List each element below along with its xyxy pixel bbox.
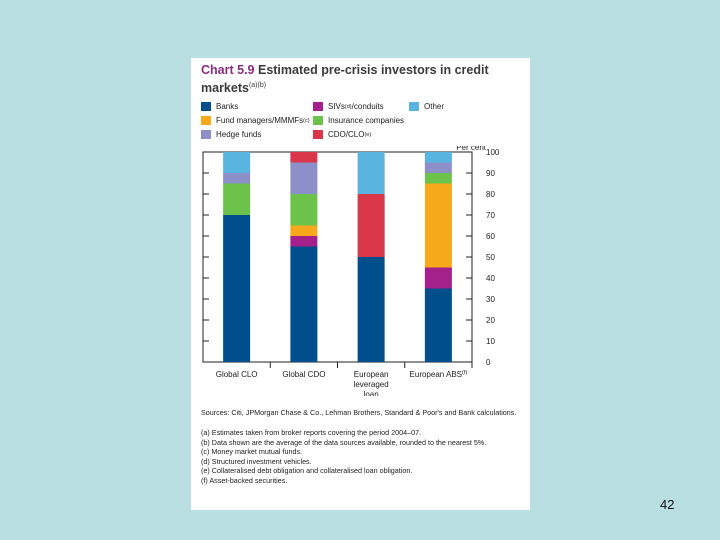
- bar-segment: [290, 194, 317, 226]
- chart-title-sup: (a)(b): [248, 82, 267, 89]
- legend-swatch: [201, 102, 211, 111]
- legend-swatch: [201, 130, 211, 139]
- x-tick-label: Global CDO: [282, 370, 326, 379]
- y-tick-label: 50: [486, 253, 495, 262]
- bar-segment: [290, 236, 317, 247]
- legend-item: [201, 116, 310, 125]
- legend-superscript: (d): [344, 103, 352, 110]
- chart-number: Chart 5.9: [201, 63, 255, 77]
- bar-segment: [425, 289, 452, 363]
- bar-segment: [425, 268, 452, 289]
- bar-segment: [358, 257, 385, 362]
- footnote: (e) Collateralised debt obligation and collateralised loan obligation.: [201, 466, 413, 475]
- y-tick-label: 70: [486, 211, 495, 220]
- y-axis-label: Per cent: [456, 146, 486, 152]
- bar-segment: [290, 163, 317, 195]
- chart-panel: [191, 58, 530, 510]
- page-number: 42: [660, 497, 675, 512]
- y-tick-label: 40: [486, 274, 495, 283]
- footnote: (d) Structured investment vehicles.: [201, 456, 312, 466]
- y-tick-label: 20: [486, 316, 495, 325]
- legend-swatch: [409, 102, 419, 111]
- bar-segment: [290, 152, 317, 163]
- bar-segment: [223, 152, 250, 173]
- legend-swatch: [313, 102, 323, 111]
- footnote: (f) Asset-backed securities.: [201, 475, 288, 485]
- legend-label: Fund managers/MMMFs: [216, 116, 304, 125]
- footnote: (a) Estimates taken from broker reports covering the period 2004–07.: [201, 428, 422, 437]
- x-tick-label: European: [353, 370, 389, 379]
- y-tick-label: 100: [486, 148, 499, 157]
- chart-legend: [201, 102, 521, 148]
- x-tick-superscript: (f): [462, 370, 468, 376]
- bar-segment: [223, 215, 250, 362]
- bar-segment: [290, 247, 317, 363]
- bar-segment: [358, 194, 385, 257]
- legend-label: Banks: [216, 102, 239, 111]
- legend-swatch: [201, 116, 211, 125]
- y-tick-label: 80: [486, 190, 495, 199]
- legend-superscript: (e): [364, 131, 372, 138]
- x-tick-label: European ABS$^{(f)}$: [409, 370, 468, 379]
- bar-segment: [223, 184, 250, 216]
- stacked-bar-chart: [199, 146, 499, 396]
- footnote: (c) Money market mutual funds.: [201, 447, 303, 456]
- bar-segment: [425, 152, 452, 163]
- chart-title: [201, 62, 521, 96]
- bar-segment: [290, 226, 317, 237]
- x-tick-label: leveraged: [353, 380, 389, 389]
- legend-swatch: [313, 130, 323, 139]
- bar-segment: [425, 184, 452, 268]
- legend-label: Hedge funds: [216, 130, 262, 139]
- bar-segment: [425, 173, 452, 184]
- footnotes: [201, 428, 526, 485]
- y-tick-label: 0: [486, 358, 491, 367]
- y-tick-label: 10: [486, 337, 495, 346]
- x-tick-label: Global CLO: [215, 370, 258, 379]
- legend-item: [201, 102, 238, 111]
- bar-segment: [223, 173, 250, 184]
- legend-item: [409, 102, 444, 111]
- legend-item: [313, 102, 384, 111]
- legend-swatch: [313, 116, 323, 125]
- legend-label-suffix: /conduits: [351, 102, 384, 111]
- legend-superscript: (c): [303, 117, 310, 124]
- y-tick-label: 60: [486, 232, 495, 241]
- legend-item: [201, 130, 261, 139]
- bar-segment: [425, 163, 452, 174]
- legend-item: [313, 116, 404, 125]
- legend-label: Insurance companies: [328, 116, 405, 125]
- chart-title-text: Estimated pre-crisis investors in credit markets: [201, 63, 489, 96]
- legend-label: Other: [424, 102, 445, 111]
- legend-item: [313, 130, 371, 139]
- y-tick-label: 30: [486, 295, 495, 304]
- legend-label: SIVs: [328, 102, 345, 111]
- y-tick-label: 90: [486, 169, 495, 178]
- bar-segment: [358, 152, 385, 194]
- legend-label: CDO/CLO: [328, 130, 365, 139]
- x-tick-label: loan: [363, 390, 379, 396]
- sources-text: Sources: Citi, JPMorgan Chase & Co., Lehman Brothers, Standard & Poor's and Bank calculations.: [201, 408, 517, 417]
- footnote: (b) Data shown are the average of the data sources available, rounded to the nearest 5%.: [201, 437, 487, 447]
